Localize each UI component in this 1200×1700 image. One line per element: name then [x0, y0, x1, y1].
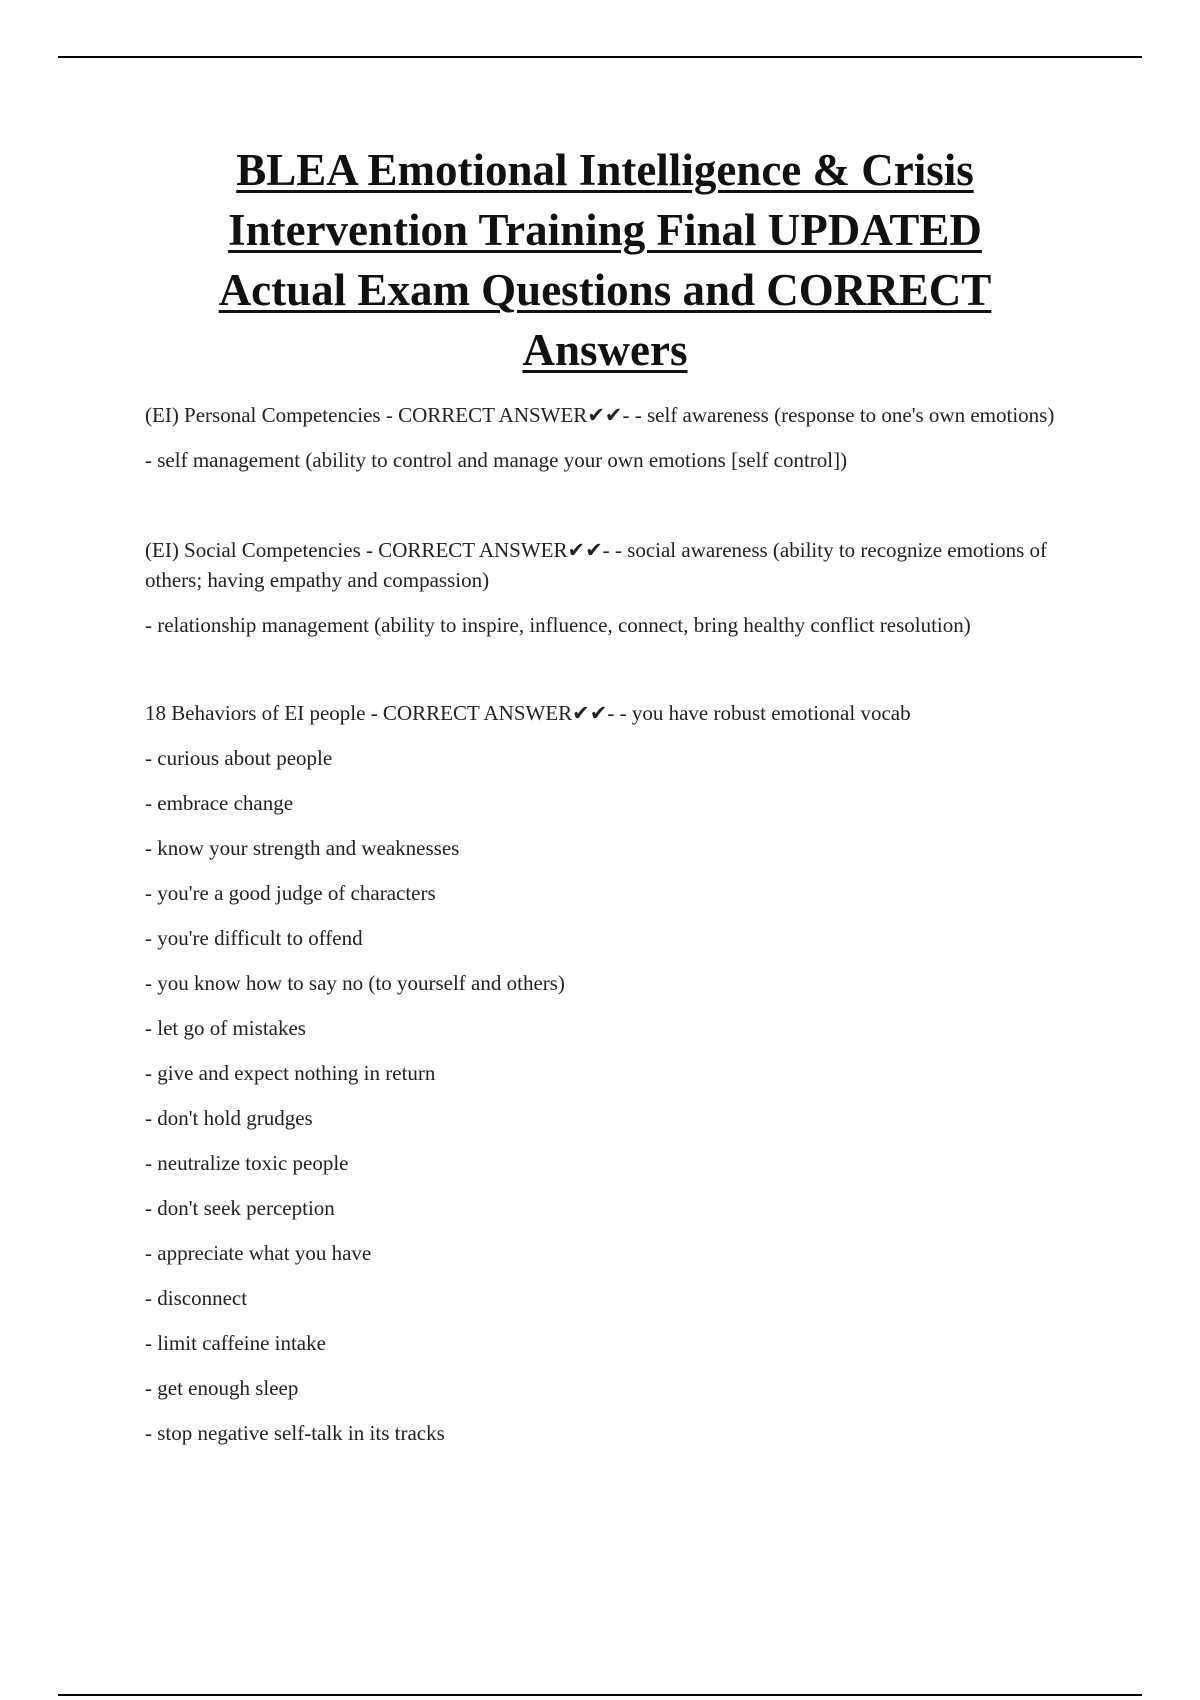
- bottom-rule: [58, 1694, 1142, 1696]
- answer-line: - self management (ability to control and manage your own emotions [self control]): [145, 448, 848, 472]
- answer-line: - embrace change: [145, 791, 294, 815]
- title-line: Intervention Training Final UPDATED: [228, 205, 982, 255]
- answer-line: - don't hold grudges: [145, 1106, 313, 1130]
- spacer: [145, 475, 1065, 535]
- spacer: [145, 640, 1065, 698]
- qa-entry-personal-competencies: [145, 400, 1065, 475]
- answer-line: - you know how to say no (to yourself and others): [145, 971, 565, 995]
- answer-line: - stop negative self-talk in its tracks: [145, 1421, 445, 1445]
- answer-line: - disconnect: [145, 1286, 248, 1310]
- question-answer-text: (EI) Social Competencies - CORRECT ANSWER✔✔- - social awareness (ability to recognize emotions of others; having empathy and compassion): [145, 538, 1048, 592]
- qa-entry-social-competencies: [145, 535, 1065, 640]
- title-line: Answers: [522, 325, 688, 375]
- answer-line: - don't seek perception: [145, 1196, 335, 1220]
- answer-line: - curious about people: [145, 746, 333, 770]
- title-line: Actual Exam Questions and CORRECT: [218, 265, 992, 315]
- title-line: BLEA Emotional Intelligence & Crisis: [236, 145, 974, 195]
- top-rule: [58, 56, 1142, 58]
- answer-line: - neutralize toxic people: [145, 1151, 349, 1175]
- qa-entry-18-behaviors: [145, 698, 1065, 1448]
- answer-line: - know your strength and weaknesses: [145, 836, 460, 860]
- answer-line: - you're difficult to offend: [145, 926, 363, 950]
- answer-line: - relationship management (ability to inspire, influence, connect, bring healthy conflict resolution): [145, 613, 971, 637]
- document-title: [145, 140, 1065, 380]
- question-answer-text: 18 Behaviors of EI people - CORRECT ANSWER✔✔- - you have robust emotional vocab: [145, 701, 911, 725]
- answer-line: - give and expect nothing in return: [145, 1061, 436, 1085]
- answer-line: - let go of mistakes: [145, 1016, 306, 1040]
- answer-line: - get enough sleep: [145, 1376, 299, 1400]
- answer-line: - appreciate what you have: [145, 1241, 372, 1265]
- answer-line: - limit caffeine intake: [145, 1331, 326, 1355]
- document-page: [145, 140, 1065, 1448]
- answer-line: - you're a good judge of characters: [145, 881, 436, 905]
- question-answer-text: (EI) Personal Competencies - CORRECT ANSWER✔✔- - self awareness (response to one's own emotions): [145, 403, 1055, 427]
